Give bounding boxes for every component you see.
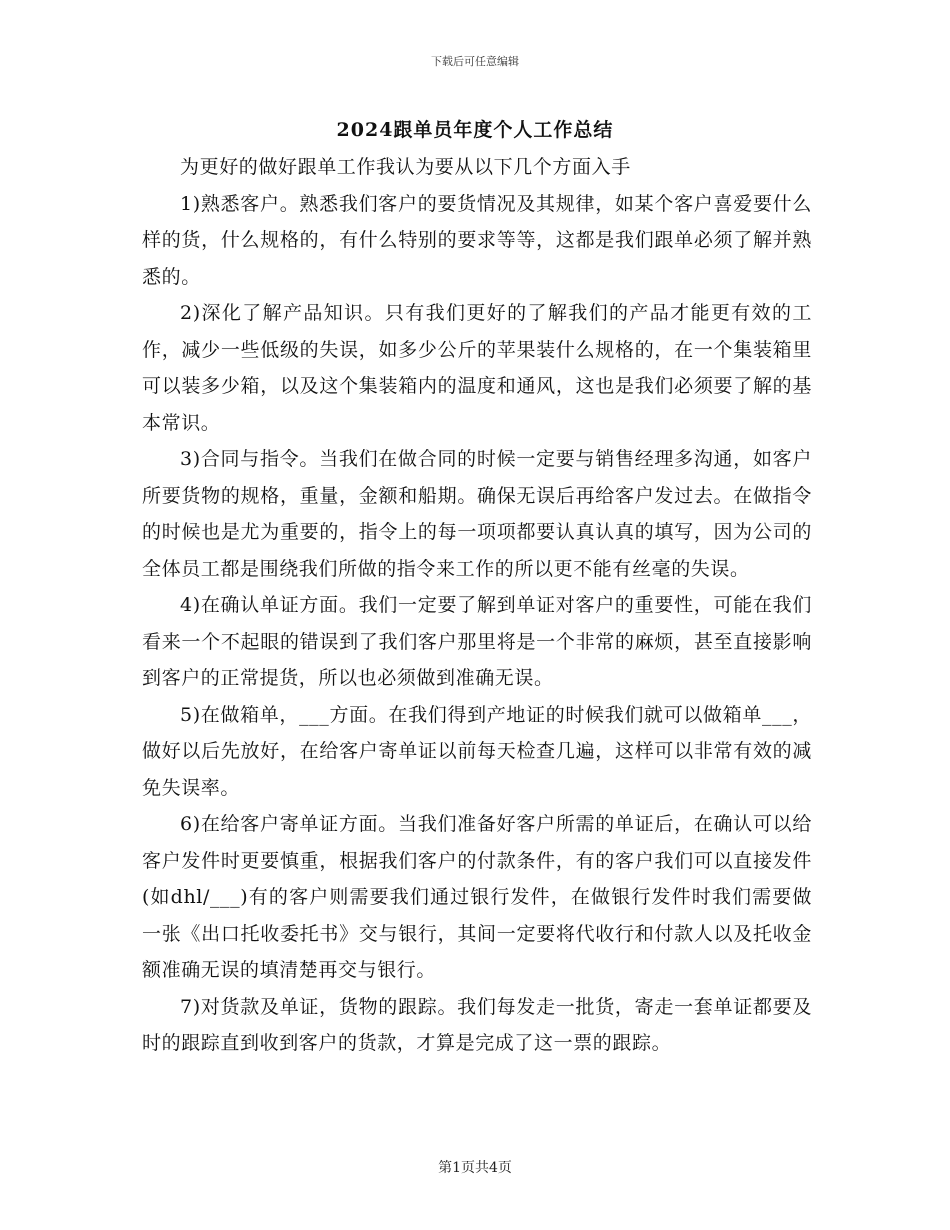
paragraph-know-customers: 1)熟悉客户。熟悉我们客户的要货情况及其规律，如某个客户喜爱要什么样的货，什么规格的，有什么特别的要求等等，这都是我们跟单必须了解并熟悉的。 [142,192,812,288]
page-number: 第1页共4页 [438,1160,512,1176]
paragraph-contracts-instructions: 3)合同与指令。当我们在做合同的时候一定要与销售经理多沟通，如客户所要货物的规格，重量，金额和船期。确保无误后再给客户发过去。在做指令的时候也是尤为重要的，指令上的每一项项都要认真认真的填写，因为公司的全体员工都是围绕我们所做的指令来工作的所以更不能有丝毫的失误。 [142,448,812,580]
document-body [142,149,812,1062]
paragraph-send-documents: 6)在给客户寄单证方面。当我们准备好客户所需的单证后，在确认可以给客户发件时更要慎重，根据我们客户的付款条件，有的客户我们可以直接发件(如dhl/___)有的客户则需要我们通过银行发件，在做银行发件时我们需要做一张《出口托收委托书》交与银行，其间一定要将代收行和付款人以及托收金额准确无误的填清楚再交与银行。 [142,813,812,981]
document-title: 2024跟单员年度个人工作总结 [336,119,614,141]
paragraph-product-knowledge: 2)深化了解产品知识。只有我们更好的了解我们的产品才能更有效的工作，减少一些低级的失误，如多少公斤的苹果装什么规格的，在一个集装箱里可以装多少箱，以及这个集装箱内的温度和通风，这也是我们必须要了解的基本常识。 [142,302,812,434]
paragraph-packing-list: 5)在做箱单，___方面。在我们得到产地证的时候我们就可以做箱单___，做好以后先放好，在给客户寄单证以前每天检查几遍，这样可以非常有效的减免失误率。 [142,703,812,799]
page-header-note: 下载后可任意编辑 [431,55,519,68]
intro-paragraph: 为更好的做好跟单工作我认为要从以下几个方面入手 [180,156,631,178]
paragraph-tracking: 7)对货款及单证，货物的跟踪。我们每发走一批货，寄走一套单证都要及时的跟踪直到收到客户的货款，才算是完成了这一票的跟踪。 [142,995,812,1054]
paragraph-confirm-documents: 4)在确认单证方面。我们一定要了解到单证对客户的重要性，可能在我们看来一个不起眼的错误到了我们客户那里将是一个非常的麻烦，甚至直接影响到客户的正常提货，所以也必须做到准确无误。 [142,594,812,689]
